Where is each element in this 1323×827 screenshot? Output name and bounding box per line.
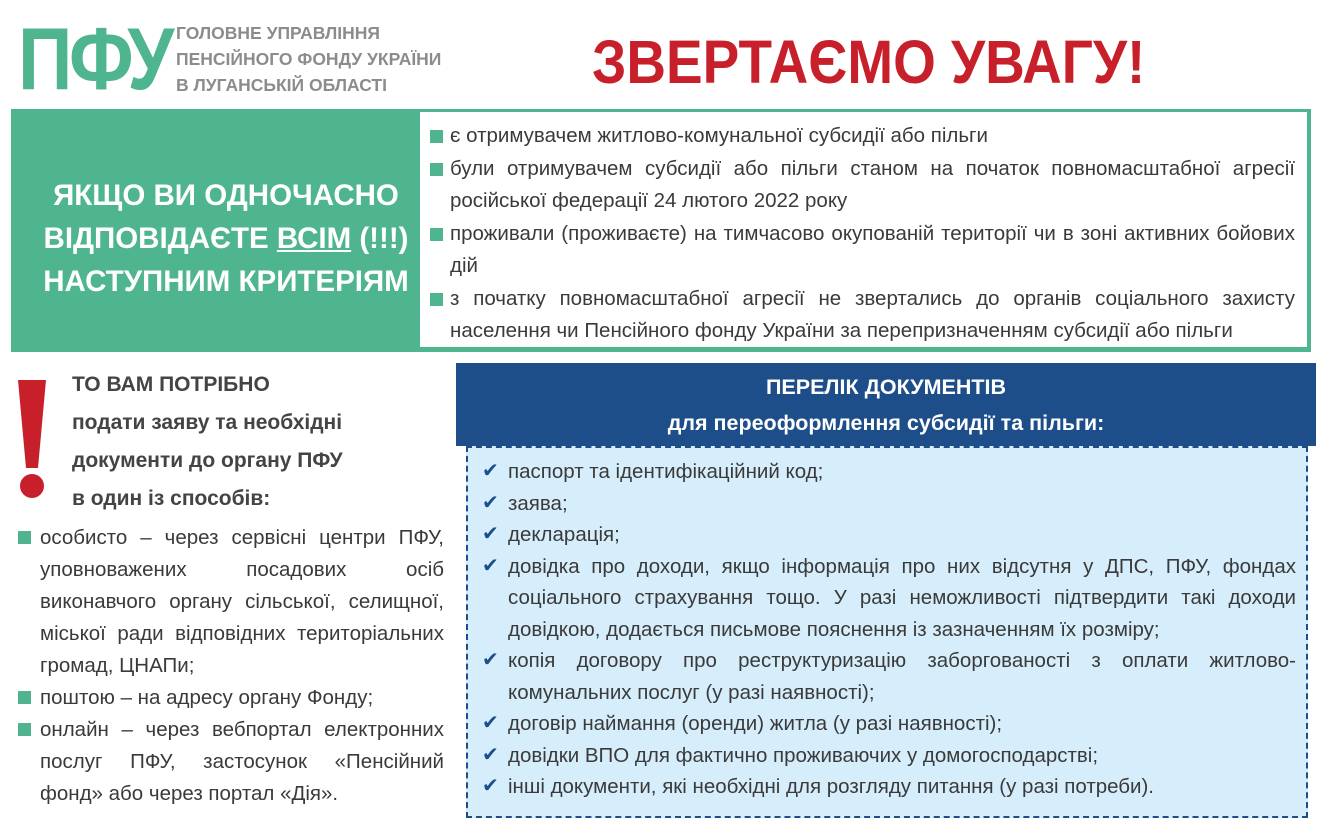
criteria-item-text: були отримувачем субсидії або пільги станом на початок повномасштабної агресії російської федерації 24 лютого 2022 року — [450, 156, 1295, 212]
square-bullet-icon — [430, 293, 443, 306]
documents-subtitle: для переоформлення субсидії та пільги: — [667, 411, 1105, 435]
document-item — [482, 771, 1296, 803]
document-item-text: довідка про доходи, якщо інформація про них відсутня у ДПС, ПФУ, фондах соціального страхування тощо. У разі неможливості підтвердити такі доходи довідкою, додається письмове пояснення із зазначенням їх розміру; — [508, 554, 1296, 641]
checkmark-icon: ✔ — [482, 712, 499, 734]
way-item — [18, 682, 444, 714]
instruction-line: документи до органу ПФУ — [72, 449, 343, 472]
instruction-line: подати заяву та необхідні — [72, 411, 343, 434]
document-item-text: інші документи, які необхідні для розгляду питання (у разі потреби). — [508, 775, 1155, 798]
document-item-text: паспорт та ідентифікаційний код; — [508, 460, 824, 483]
way-item-text: онлайн – через вебпортал електронних послуг ПФУ, застосунок «Пенсійний фонд» або через портал «Дія». — [40, 718, 444, 805]
checkmark-icon: ✔ — [482, 743, 499, 766]
criteria-item — [430, 218, 1295, 283]
document-item — [482, 456, 1296, 488]
criteria-title — [31, 174, 421, 303]
document-item — [482, 740, 1296, 772]
checkmark-icon: ✔ — [482, 554, 499, 577]
documents-header — [456, 363, 1316, 446]
criteria-title-text: (!!!) — [351, 222, 409, 255]
square-bullet-icon — [430, 130, 443, 143]
square-bullet-icon — [430, 163, 443, 176]
criteria-list — [420, 112, 1307, 347]
org-line: ГОЛОВНЕ УПРАВЛІННЯ — [176, 23, 381, 43]
checkmark-icon: ✔ — [482, 649, 499, 671]
instruction-line: ТО ВАМ ПОТРІБНО — [72, 373, 270, 396]
criteria-item-text: є отримувачем житлово-комунальної субсидії або пільги — [450, 124, 988, 147]
criteria-item-text: проживали (проживаєте) на тимчасово окупованій території чи в зоні активних бойових дій — [450, 221, 1295, 277]
square-bullet-icon — [430, 228, 443, 241]
criteria-item — [430, 120, 1295, 153]
criteria-title-emphasis: ВСІМ — [276, 222, 352, 255]
document-item-text: заява; — [508, 491, 568, 515]
document-item — [482, 551, 1296, 646]
exclamation-icon — [14, 380, 50, 500]
square-bullet-icon — [18, 531, 31, 544]
documents-title: ПЕРЕЛІК ДОКУМЕНТІВ — [765, 375, 1007, 399]
instruction-line: в один із способів: — [72, 487, 271, 510]
organization-name — [176, 20, 441, 98]
document-item-text: декларація; — [508, 523, 620, 546]
criteria-title-line: НАСТУПНИМ КРИТЕРІЯМ — [43, 265, 409, 298]
square-bullet-icon — [18, 691, 31, 704]
checkmark-icon: ✔ — [482, 491, 499, 514]
org-line: ПЕНСІЙНОГО ФОНДУ УКРАЇНИ — [176, 49, 442, 69]
submission-instructions — [72, 366, 343, 518]
document-item — [482, 488, 1296, 520]
checkmark-icon: ✔ — [482, 523, 499, 545]
document-item — [482, 645, 1296, 708]
way-item-text: особисто – через сервісні центри ПФУ, уповноважених посадових осіб виконавчого органу сільської, селищної, міської ради відповідних територіальних громад, ЦНАПи; — [40, 526, 444, 677]
document-item — [482, 519, 1296, 551]
pfu-logo: ПФУ — [18, 9, 171, 108]
criteria-title-line — [31, 217, 421, 260]
submission-ways — [18, 522, 444, 810]
criteria-section — [11, 109, 1311, 352]
headline: ЗВЕРТАЄМО УВАГУ! — [592, 28, 1146, 96]
documents-list — [466, 446, 1308, 818]
way-item — [18, 522, 444, 682]
square-bullet-icon — [18, 723, 31, 736]
way-item — [18, 714, 444, 810]
criteria-title-text: ВІДПОВІДАЄТЕ — [43, 222, 277, 255]
criteria-item-text: з початку повномасштабної агресії не звертались до органів соціального захисту населення чи Пенсійного фонду України за перепризначенням субсидії або пільги — [450, 286, 1295, 342]
checkmark-icon: ✔ — [482, 775, 499, 797]
way-item-text: поштою – на адресу органу Фонду; — [40, 686, 374, 709]
checkmark-icon: ✔ — [482, 460, 499, 482]
document-item-text: копія договору про реструктуризацію заборгованості з оплати житлово-комунальних послуг (у разі наявності); — [508, 649, 1296, 704]
org-line: В ЛУГАНСЬКІЙ ОБЛАСТІ — [176, 75, 387, 95]
criteria-title-line: ЯКЩО ВИ ОДНОЧАСНО — [53, 179, 399, 212]
criteria-item — [430, 153, 1295, 218]
document-item-text: довідки ВПО для фактично проживаючих у домогосподарстві; — [508, 743, 1099, 767]
document-item — [482, 708, 1296, 740]
document-item-text: договір наймання (оренди) житла (у разі наявності); — [508, 712, 1003, 735]
criteria-item — [430, 283, 1295, 348]
